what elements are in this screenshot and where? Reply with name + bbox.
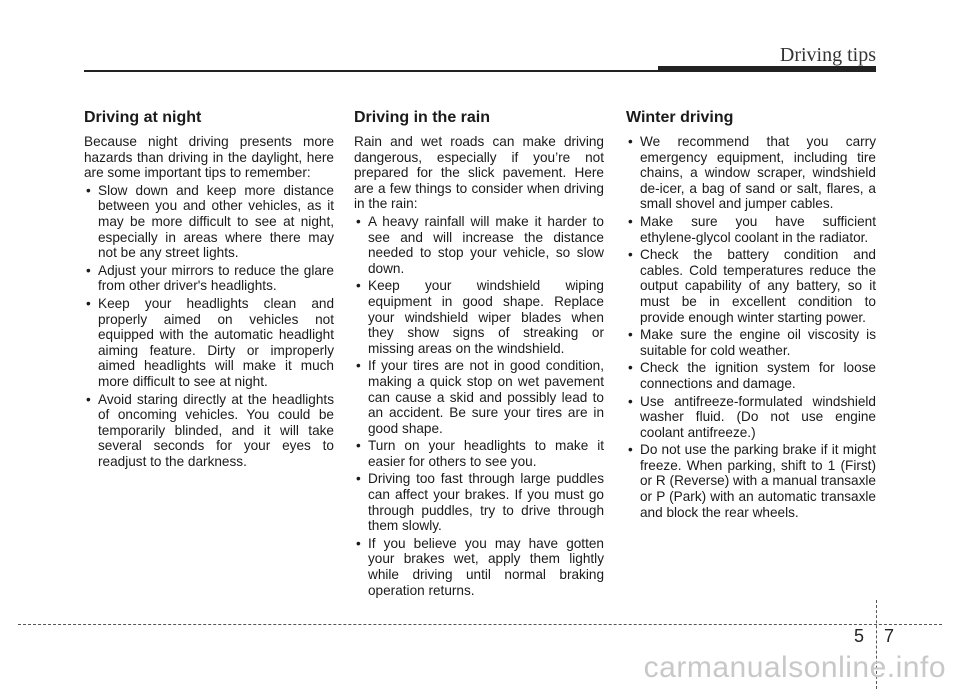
list-item: • Adjust your mirrors to reduce the glare from other driver's headlights. <box>84 263 334 294</box>
list-item: • Turn on your headlights to make it easier for others to see you. <box>354 438 604 469</box>
list-item: • Keep your headlights clean and properly aimed on vehicles not equipped with the automatic headlight aiming feature. Dirty or improperly aimed headlights will make it much more difficult to see at night. <box>84 296 334 390</box>
list-item: • A heavy rainfall will make it harder to see and will increase the distance needed to stop your vehicle, so slow down. <box>354 214 604 276</box>
bullet-list-winter-driving <box>626 134 876 520</box>
list-item: • Slow down and keep more distance between you and other vehicles, as it may be more difficult to see at night, especially in areas where there may not be any street lights. <box>84 183 334 261</box>
intro-rain-driving: Rain and wet roads can make driving dangerous, especially if you’re not prepared for the slick pavement. Here are a few things to consider when driving in the rain: <box>354 134 604 212</box>
page-number: 7 <box>884 626 895 646</box>
list-item: • Check the ignition system for loose connections and damage. <box>626 360 876 391</box>
watermark: carmanualsonline.info <box>643 651 946 684</box>
column-rain-driving <box>354 108 604 600</box>
list-item: • Do not use the parking brake if it might freeze. When parking, shift to 1 (First) or R (Reverse) with a manual transaxle or P (Park) with an automatic transaxle and block the rear wheels. <box>626 442 876 520</box>
bullet-list-night-driving <box>84 183 334 470</box>
list-item: • Check the battery condition and cables. Cold temperatures reduce the output capability of any battery, so it must be in excellent condition to provide enough winter starting power. <box>626 247 876 325</box>
list-item: • If your tires are not in good condition, making a quick stop on wet pavement can cause a skid and possibly lead to an accident. Be sure your tires are in good shape. <box>354 358 604 436</box>
heading-winter-driving: Winter driving <box>626 109 734 126</box>
column-night-driving <box>84 108 334 471</box>
list-item: • Driving too fast through large puddles can affect your brakes. If you must go through puddles, try to drive through them slowly. <box>354 471 604 533</box>
intro-night-driving: Because night driving presents more hazards than driving in the daylight, here are some important tips to remember: <box>84 134 334 181</box>
list-item: • Make sure the engine oil viscosity is suitable for cold weather. <box>626 327 876 358</box>
list-item: • Use antifreeze-formulated windshield washer fluid. (Do not use engine coolant antifreeze.) <box>626 394 876 441</box>
bullet-list-rain-driving <box>354 214 604 598</box>
list-item: • If you believe you may have gotten your brakes wet, apply them lightly while driving until normal braking operation returns. <box>354 536 604 598</box>
header-rule-accent <box>658 66 876 72</box>
chapter-number: 5 <box>854 626 865 646</box>
heading-rain-driving: Driving in the rain <box>354 109 491 126</box>
list-item: • Make sure you have sufficient ethylene-glycol coolant in the radiator. <box>626 214 876 245</box>
heading-night-driving: Driving at night <box>84 109 202 126</box>
footer-divider <box>18 624 942 625</box>
list-item: • Keep your windshield wiping equipment in good shape. Replace your windshield wiper blades when they show signs of streaking or missing areas on the windshield. <box>354 278 604 356</box>
list-item: • Avoid staring directly at the headlights of oncoming vehicles. You could be temporarily blinded, and it will take several seconds for your eyes to readjust to the darkness. <box>84 392 334 470</box>
header-rule <box>84 70 664 72</box>
section-header-title: Driving tips <box>779 44 876 66</box>
column-winter-driving <box>626 108 876 522</box>
list-item: • We recommend that you carry emergency equipment, including tire chains, a window scraper, windshield de-icer, a bag of sand or salt, flares, a small shovel and jumper cables. <box>626 134 876 212</box>
